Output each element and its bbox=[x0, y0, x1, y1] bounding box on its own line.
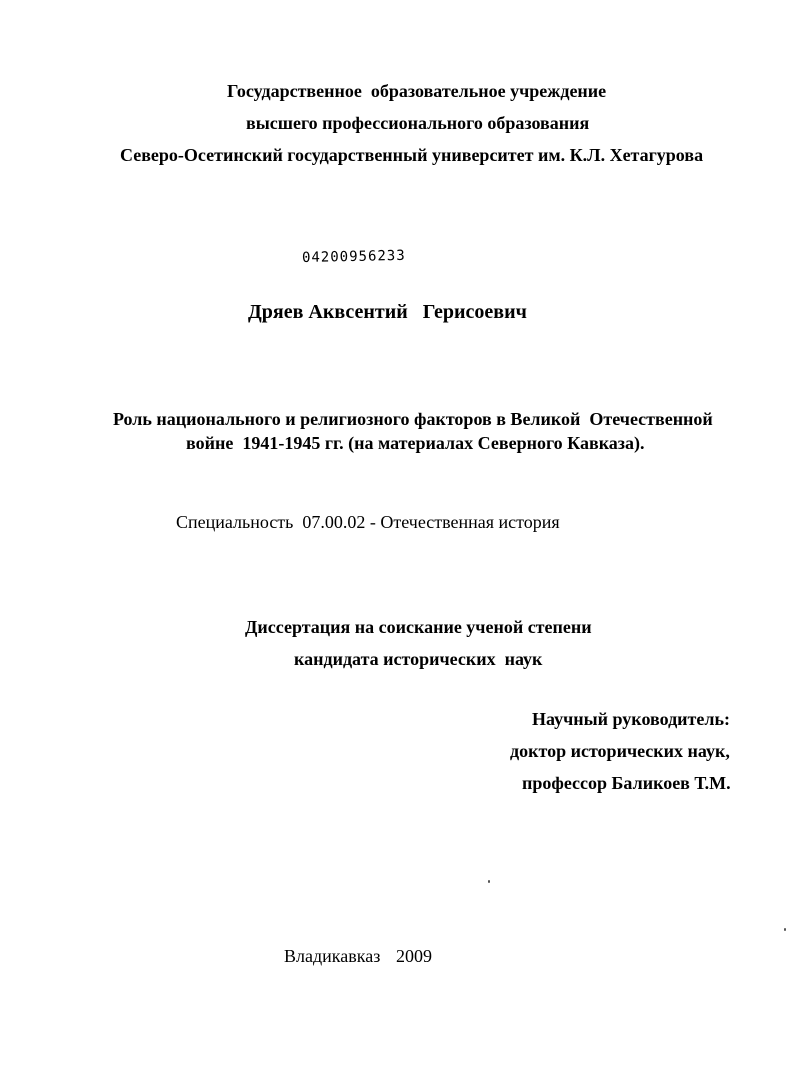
specialty: Специальность 07.00.02 - Отечественная история bbox=[176, 512, 560, 532]
institution-line-3: Северо-Осетинский государственный университет им. К.Л. Хетагурова bbox=[120, 145, 704, 165]
supervisor-degree: доктор исторических наук, bbox=[510, 741, 730, 761]
institution-line-2: высшего профессионального образования bbox=[246, 113, 590, 133]
footer-year: 2009 bbox=[396, 946, 432, 966]
footer-city: Владикавказ bbox=[284, 946, 381, 966]
institution-line-1: Государственное образовательное учреждение bbox=[227, 81, 607, 101]
degree-line-1: Диссертация на соискание ученой степени bbox=[245, 617, 592, 637]
scan-speck bbox=[488, 880, 490, 883]
dissertation-title-line-2: войне 1941-1945 гг. (на материалах Северного Кавказа). bbox=[186, 433, 645, 453]
supervisor-label: Научный руководитель: bbox=[532, 709, 730, 729]
document-number-stamp: 04200956233 bbox=[301, 247, 406, 266]
supervisor-name: профессор Баликоев Т.М. bbox=[522, 773, 731, 793]
author-name: Дряев Аквсентий Герисоевич bbox=[248, 301, 527, 323]
scan-speck bbox=[784, 928, 786, 931]
dissertation-title-line-1: Роль национального и религиозного факторов в Великой Отечественной bbox=[113, 409, 713, 429]
degree-line-2: кандидата исторических наук bbox=[294, 649, 543, 669]
